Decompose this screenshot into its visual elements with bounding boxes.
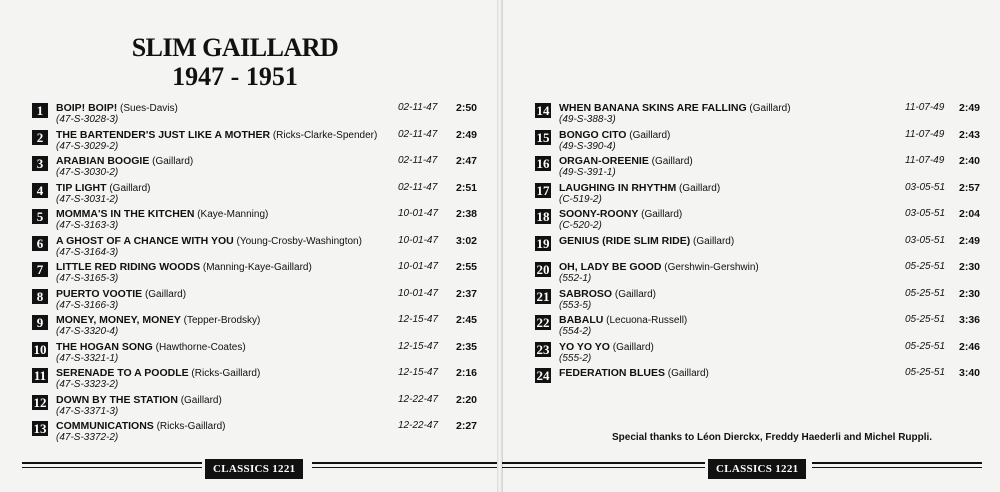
track-duration: 3:40 — [959, 367, 981, 379]
track-composer: (Gaillard) — [180, 394, 222, 406]
track-matrix: (552-1) — [559, 273, 592, 284]
track-matrix: (49-S-390-4) — [559, 140, 616, 152]
track-matrix: (47-S-3163-3) — [56, 220, 119, 231]
track-composer: (Sues-Davis) — [120, 103, 178, 114]
catalog-badge: CLASSICS 1221 — [205, 459, 303, 479]
track-composer: (Kaye-Manning) — [197, 209, 269, 220]
footer-rule — [312, 462, 497, 464]
track-number: 23 — [536, 341, 550, 357]
track-row — [535, 101, 990, 128]
artist-title: SLIM GAILLARD — [131, 33, 339, 62]
track-date: 11-07-49 — [905, 128, 945, 140]
track-row — [32, 260, 492, 287]
track-composer: (Gaillard) — [679, 182, 721, 194]
track-row — [32, 366, 492, 393]
track-composer: (Gaillard) — [651, 156, 693, 167]
track-duration: 2:45 — [456, 314, 478, 326]
track-number: 18 — [536, 209, 550, 224]
track-row — [32, 101, 492, 128]
track-composer: (Gaillard) — [612, 341, 654, 353]
track-title: YO YO YO — [559, 340, 610, 353]
track-composer: (Ricks-Gaillard) — [156, 421, 226, 432]
special-thanks: Special thanks to Léon Dierckx, Freddy Haederli and Michel Ruppli. — [612, 432, 933, 443]
track-matrix: (47-S-3372-2) — [56, 432, 119, 443]
track-composer: (Hawthorne-Coates) — [155, 341, 246, 353]
track-duration: 2:27 — [456, 420, 478, 432]
track-number: 22 — [536, 315, 550, 330]
track-row — [32, 181, 492, 208]
track-composer: (Gaillard) — [109, 182, 151, 194]
track-title: SOONY-ROONY — [559, 208, 639, 220]
track-composer: (Gaillard) — [144, 288, 187, 300]
track-duration: 3:02 — [456, 234, 478, 247]
track-number: 9 — [32, 315, 48, 330]
track-number: 19 — [536, 235, 550, 251]
track-matrix: (47-S-3164-3) — [56, 246, 119, 258]
footer-rule — [812, 467, 982, 468]
track-duration: 2:50 — [456, 102, 478, 114]
track-number: 10 — [33, 341, 47, 357]
track-duration: 2:20 — [456, 393, 478, 406]
track-row — [535, 154, 990, 181]
track-number: 6 — [32, 236, 48, 251]
track-matrix: (49-S-388-3) — [559, 114, 616, 125]
track-row — [535, 207, 990, 234]
track-composer: (Manning-Kaye-Gaillard) — [202, 262, 312, 273]
track-title: ARABIAN BOOGIE — [56, 155, 150, 167]
track-title: DOWN BY THE STATION — [56, 393, 178, 406]
track-row — [535, 313, 990, 340]
track-row — [535, 340, 990, 367]
track-duration: 2:46 — [959, 340, 981, 353]
track-matrix: (47-S-3029-2) — [56, 140, 119, 152]
track-title: GENIUS (RIDE SLIM RIDE) — [559, 234, 691, 247]
track-matrix: (47-S-3166-3) — [56, 299, 119, 311]
track-title: SERENADE TO A POODLE — [56, 367, 189, 379]
track-date: 10-01-47 — [398, 208, 439, 219]
track-row — [32, 313, 492, 340]
track-date: 11-07-49 — [905, 155, 945, 166]
track-row — [535, 181, 990, 208]
track-title: A GHOST OF A CHANCE WITH YOU — [56, 234, 234, 247]
track-title: TIP LIGHT — [56, 181, 107, 194]
track-date: 02-11-47 — [398, 155, 438, 166]
track-duration: 2:49 — [456, 128, 478, 141]
track-duration: 2:38 — [456, 208, 478, 220]
track-title-line — [559, 367, 709, 380]
track-title: SABROSO — [559, 287, 613, 300]
track-row — [32, 340, 492, 367]
track-title: MOMMA'S IN THE KITCHEN — [56, 208, 195, 220]
footer-rule — [22, 462, 202, 464]
track-composer: (Tepper-Brodsky) — [183, 315, 261, 326]
track-row — [32, 128, 492, 155]
track-duration: 2:40 — [959, 155, 981, 167]
track-row — [535, 234, 990, 261]
track-number: 5 — [32, 209, 48, 224]
track-duration: 2:37 — [456, 287, 478, 300]
track-number: 17 — [536, 182, 550, 198]
track-matrix: (554-2) — [559, 326, 592, 337]
track-title: MONEY, MONEY, MONEY — [56, 314, 181, 326]
track-title: OH, LADY BE GOOD — [559, 261, 662, 273]
track-date: 02-11-47 — [398, 181, 438, 193]
track-title: FEDERATION BLUES — [559, 367, 665, 379]
years-title: 1947 - 1951 — [172, 62, 298, 91]
right-page — [502, 0, 1000, 492]
track-date: 10-01-47 — [398, 287, 439, 299]
track-matrix: (47-S-3323-2) — [56, 379, 119, 390]
track-title: BONGO CITO — [559, 128, 627, 141]
track-number: 21 — [536, 288, 550, 304]
track-number: 3 — [32, 156, 48, 171]
track-title: COMMUNICATIONS — [56, 420, 154, 432]
track-matrix: (47-S-3371-3) — [56, 405, 119, 417]
footer-rule — [502, 462, 705, 464]
track-number: 1 — [32, 103, 48, 118]
track-date: 12-15-47 — [398, 367, 439, 378]
track-row — [32, 234, 492, 261]
track-duration: 3:36 — [959, 314, 981, 326]
track-date: 05-25-51 — [905, 340, 946, 352]
track-date: 02-11-47 — [398, 102, 438, 113]
track-number: 11 — [33, 368, 47, 383]
track-row — [535, 366, 990, 393]
track-composer: (Ricks-Gaillard) — [191, 368, 261, 379]
track-composer: (Gaillard) — [641, 209, 683, 220]
track-number: 7 — [32, 262, 48, 277]
track-title: THE HOGAN SONG — [56, 340, 153, 353]
track-composer: (Gaillard) — [152, 156, 194, 167]
track-matrix: (47-S-3031-2) — [56, 193, 119, 205]
track-title: LITTLE RED RIDING WOODS — [56, 261, 201, 273]
track-date: 12-15-47 — [398, 314, 439, 325]
track-composer: (Gaillard) — [629, 129, 671, 141]
track-date: 03-05-51 — [905, 208, 946, 219]
left-page — [0, 0, 498, 492]
track-title: BOIP! BOIP! — [56, 102, 118, 114]
track-duration: 2:16 — [456, 367, 478, 379]
track-date: 05-25-51 — [905, 287, 946, 299]
track-date: 10-01-47 — [398, 234, 439, 246]
footer-rule — [502, 467, 705, 468]
track-matrix: (553-5) — [559, 299, 592, 311]
track-title: BABALU — [559, 314, 604, 326]
track-duration: 2:57 — [959, 181, 981, 194]
track-matrix: (47-S-3321-1) — [56, 352, 119, 364]
track-date: 03-05-51 — [905, 234, 946, 246]
track-matrix: (C-519-2) — [559, 193, 602, 205]
track-number: 14 — [536, 103, 550, 118]
track-duration: 2:51 — [456, 181, 478, 194]
track-title: LAUGHING IN RHYTHM — [559, 181, 677, 194]
track-date: 12-22-47 — [398, 420, 439, 431]
track-number: 24 — [536, 368, 550, 383]
track-duration: 2:43 — [959, 128, 981, 141]
track-date: 05-25-51 — [905, 261, 946, 272]
track-number: 2 — [32, 130, 48, 145]
footer-rule — [812, 462, 982, 464]
track-composer: (Ricks-Clarke-Spender) — [272, 129, 378, 141]
track-composer: (Gaillard) — [614, 288, 656, 300]
track-matrix: (C-520-2) — [559, 220, 602, 231]
track-matrix: (49-S-391-1) — [559, 167, 616, 178]
track-matrix: (47-S-3320-4) — [56, 326, 119, 337]
track-duration: 2:49 — [959, 102, 981, 114]
catalog-badge: CLASSICS 1221 — [708, 459, 806, 479]
track-title: WHEN BANANA SKINS ARE FALLING — [559, 102, 747, 114]
track-title: THE BARTENDER'S JUST LIKE A MOTHER — [56, 128, 271, 141]
track-number: 12 — [33, 394, 47, 410]
footer-rule — [312, 467, 497, 468]
track-duration: 2:49 — [959, 234, 981, 247]
track-date: 10-01-47 — [398, 261, 439, 272]
track-row — [32, 154, 492, 181]
track-number: 8 — [32, 289, 48, 304]
track-matrix: (47-S-3028-3) — [56, 114, 119, 125]
track-duration: 2:04 — [959, 208, 981, 220]
track-row — [32, 287, 492, 314]
track-row — [535, 128, 990, 155]
track-date: 11-07-49 — [905, 102, 945, 113]
track-row — [32, 393, 492, 420]
track-number: 4 — [32, 183, 48, 198]
track-duration: 2:55 — [456, 261, 478, 273]
track-duration: 2:30 — [959, 261, 981, 273]
track-number: 20 — [536, 262, 550, 277]
track-duration: 2:30 — [959, 287, 981, 300]
track-composer: (Young-Crosby-Washington) — [236, 235, 362, 247]
track-title: ORGAN-OREENIE — [559, 155, 649, 167]
track-duration: 2:35 — [456, 340, 478, 353]
track-date: 02-11-47 — [398, 128, 438, 140]
track-row — [535, 260, 990, 287]
track-date: 12-22-47 — [398, 393, 439, 405]
track-number: 15 — [536, 129, 550, 145]
track-composer: (Gaillard) — [749, 103, 791, 114]
track-title: PUERTO VOOTIE — [56, 287, 143, 300]
track-date: 05-25-51 — [905, 367, 946, 378]
track-title-line — [559, 235, 734, 248]
track-matrix: (555-2) — [559, 352, 592, 364]
track-date: 03-05-51 — [905, 181, 946, 193]
track-matrix: (47-S-3165-3) — [56, 273, 119, 284]
track-date: 12-15-47 — [398, 340, 439, 352]
track-composer: (Lecuona-Russell) — [606, 315, 688, 326]
track-row — [32, 207, 492, 234]
track-date: 05-25-51 — [905, 314, 946, 325]
track-matrix: (47-S-3030-2) — [56, 167, 119, 178]
track-number: 13 — [33, 421, 47, 436]
track-row — [32, 419, 492, 446]
track-composer: (Gaillard) — [693, 235, 735, 247]
track-duration: 2:47 — [456, 155, 478, 167]
track-composer: (Gershwin-Gershwin) — [664, 262, 759, 273]
footer-rule — [22, 467, 202, 468]
track-composer: (Gaillard) — [667, 368, 709, 379]
track-number: 16 — [536, 156, 550, 171]
track-row — [535, 287, 990, 314]
